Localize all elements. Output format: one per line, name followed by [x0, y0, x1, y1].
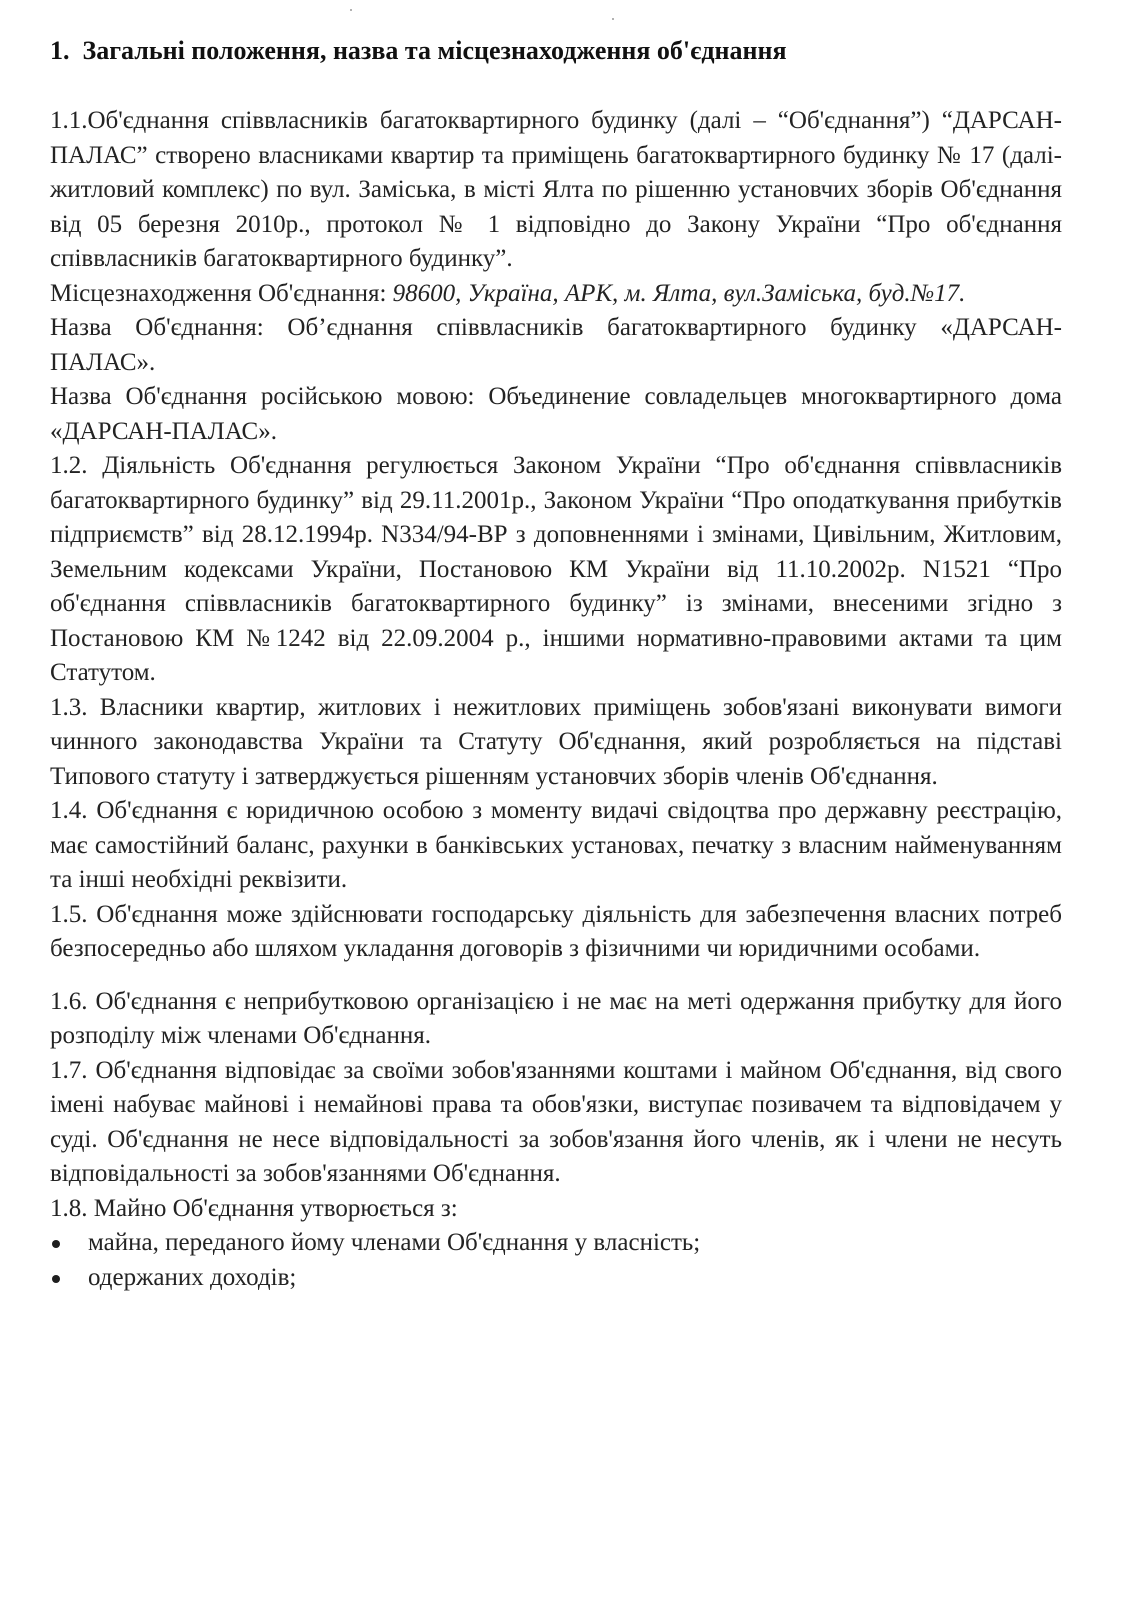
paragraph-1-5: 1.5. Об'єднання може здійснювати господарську діяльність для забезпечення власних потреб безпосередньо або шляхом укладання договорів з фізичними чи юридичними особами.	[50, 900, 1062, 962]
paragraph-1-4: 1.4. Об'єднання є юридичною особою з моменту видачі свідоцтва про державну реєстрацію, має самостійний баланс, рахунки в банківських установах, печатку з власним найменуванням та інші необхідні реквізити.	[50, 797, 1062, 893]
document-body	[50, 104, 1062, 1295]
list-item	[50, 1261, 1062, 1296]
scan-speck	[612, 18, 614, 20]
section-title: Загальні положення, назва та місцезнаходження об'єднання	[82, 36, 787, 65]
scan-speck	[350, 9, 352, 11]
paragraph-1-3: 1.3. Власники квартир, житлових і нежитлових приміщень зобов'язані виконувати вимоги чинного законодавства України та Статуту Об'єднання, який розробляється на підставі Типового статуту і затверджується рішенням установчих зборів членів Об'єднання.	[50, 693, 1062, 790]
location-value: 98600, Україна, АРК, м. Ялта, вул.Заміська, буд.№17.	[392, 279, 966, 307]
list-item	[50, 1226, 1062, 1261]
paragraph-name-ru: Назва Об'єднання російською мовою: Объединение совладельцев многоквартирного дома «ДАРСАН-ПАЛАС».	[50, 383, 1062, 445]
section-heading	[50, 34, 1070, 68]
paragraph-1-7: 1.7. Об'єднання відповідає за своїми зобов'язаннями коштами і майном Об'єднання, від свого імені набуває майнові і немайнові права та обов'язки, виступає позивачем та відповідачем у суді. Об'єднання не несе відповідальності за зобов'язання його членів, як і члени не несуть відповідальності за зобов'язаннями Об'єднання.	[50, 1056, 1062, 1187]
paragraph-1-6: 1.6. Об'єднання є неприбутковою організацією і не має на меті одержання прибутку для його розподілу між членами Об'єднання.	[50, 987, 1062, 1049]
paragraph-location	[50, 277, 1062, 312]
list-item-text: майна, переданого йому членами Об'єднання у власність;	[88, 1229, 701, 1256]
section-number: 1.	[50, 36, 70, 65]
paragraph-1-2: 1.2. Діяльність Об'єднання регулюється Законом України “Про об'єднання співвласників багатоквартирного будинку” від 29.11.2001р., Законом України “Про оподаткування прибутків підприємств” від 28.12.1994р. N334/94-ВР з доповненнями і змінами, Цивільним, Житловим, Земельним кодексами України, Постановою КМ України від 11.10.2002р. N1521 “Про об'єднання співвласників багатоквартирного будинку” із змінами, внесеними згідно з Постановою КМ №1242 від 22.09.2004 р., іншими нормативно-правовими актами та цим Статутом.	[50, 452, 1062, 686]
paragraph-1-1: 1.1.Об'єднання співвласників багатоквартирного будинку (далі – “Об'єднання”) “ДАРСАН-ПАЛАС” створено власниками квартир та приміщень багатоквартирного будинку № 17 (далі-житловий комплекс) по вул. Заміська, в місті Ялта по рішенню установчих зборів Об'єднання від 05 березня 2010р., протокол № 1 відповідно до Закону України “Про об'єднання співвласників багатоквартирного будинку”.	[50, 107, 1062, 272]
paragraph-name-ua: Назва Об'єднання: Об’єднання співвласників багатоквартирного будинку «ДАРСАН-ПАЛАС».	[50, 314, 1062, 376]
bullet-icon	[52, 1240, 60, 1248]
property-sources-list	[50, 1226, 1062, 1295]
location-label: Місцезнаходження Об'єднання:	[50, 279, 393, 307]
bullet-icon	[52, 1275, 60, 1283]
list-item-text: одержаних доходів;	[88, 1263, 297, 1291]
paragraph-1-8: 1.8. Майно Об'єднання утворюється з:	[50, 1194, 458, 1222]
